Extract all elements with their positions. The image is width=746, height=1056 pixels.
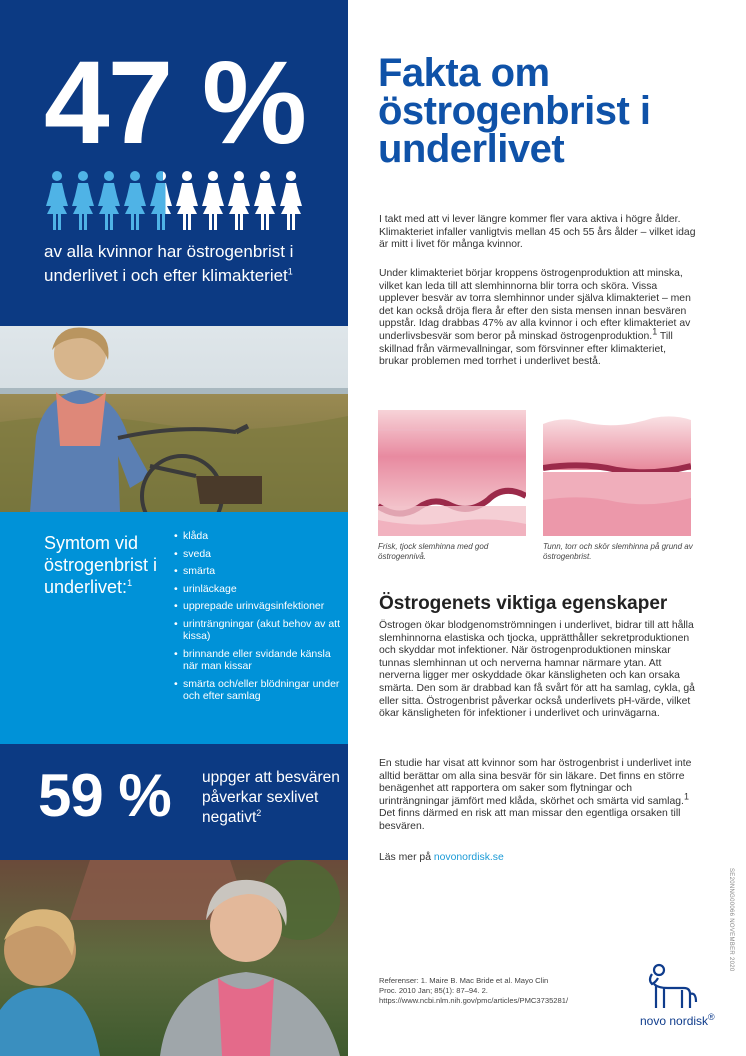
novonordisk-link[interactable]: novonordisk.se (433, 852, 504, 863)
symptoms-list (174, 530, 346, 708)
woman-figure-icon (202, 171, 224, 230)
right-column (348, 0, 746, 1056)
woman-figure-icon (98, 171, 120, 230)
symptoms-title: Symtom vid östrogenbrist i underlivet:$^1$ (44, 533, 158, 597)
stat-47-description: av alla kvinnor har östrogenbrist i underlivet i och efter klimakteriet$^1$ (44, 242, 294, 285)
woman-figure-icon (228, 171, 250, 230)
list-item: • sveda (174, 548, 346, 561)
women-icon-row (44, 170, 304, 232)
list-item: • smärta (174, 565, 346, 578)
stat-47-value: 47 % (44, 37, 305, 169)
symptoms-ref: 1 (127, 578, 133, 588)
woman-with-bicycle-photo (0, 326, 348, 512)
read-more: Läs mer på novonordisk.se (379, 852, 504, 863)
woman-figure-icon (254, 171, 276, 230)
intro-paragraph: I takt med att vi lever längre kommer fler vara aktiva i högre ålder. Klimakteriet infaller vanligtvis mellan 45 och 55 års ålder – vilket idag är mitt i livet för många kvinnor. (379, 214, 696, 251)
references: Referenser: 1. Maire B. Mac Bride et al. Mayo Clin Proc. 2010 Jan; 85(1): 87–94. 2. https://www.ncbi.nlm.nih.gov/pmc/articles/PMC3735281/ (379, 976, 569, 1005)
list-item: • klåda (174, 530, 346, 543)
estrogen-paragraph: Östrogen ökar blodgenomströmningen i underlivet, bidrar till att hålla slemhinnorna elastiska och tjocka, upprätthåller sekretproduktionen och skyddar mot infektioner. När östrogenproduktionen minskar tunnas slemhinnan ut och nerverna hamnar närmare ytan. Att nerverna ligger mer oskyddade ökar känsligheten och kan orsaka smärta. Den som är drabbad kan få svårt för att ha samlag, cykla, gå eller sitta. Östrogenbrist påverkar också underlivets pH-värde, vilket ökar känsligheten för infektioner i underlivet och urinvägarna. (379, 620, 695, 720)
stat-59-panel (0, 744, 348, 860)
list-item: • upprepade urinvägsinfektioner (174, 600, 346, 613)
list-item: • urinträngningar (akut behov av att kissa) (174, 618, 346, 643)
menopause-paragraph: Under klimakteriet börjar kroppens östrogenproduktion att minska, vilket kan leda till att slemhinnorna blir torra och sköra. Vissa upplever besvär av torra slemhinnor under själva klimakteriet – men det kan också dröja flera år efter den sista mensen innan besvären uppstår. Idag drabbas 47% av alla kvinnor i och efter klimakteriet av underlivsbesvär som beror på minskad östrogenproduktion.$^1$ Till skillnad från värmevallningar, som försvinner efter klimakteriet, brukar problemen med torrhet i underlivet bestå. (379, 268, 691, 368)
stat-47-ref: 1 (287, 266, 293, 277)
woman-figure-icon (280, 171, 302, 230)
list-item: • urinläckage (174, 583, 346, 596)
woman-figure-icon (176, 171, 198, 230)
left-column (0, 0, 348, 1056)
healthy-tissue-caption: Frisk, tjock slemhinna med god östrogennivå. (378, 542, 489, 561)
thin-tissue-caption: Tunn, torr och skör slemhinna på grund av östrogenbrist. (543, 542, 693, 561)
stat-59-description: uppger att besvären påverkar sexlivet negativt$^2$ (202, 769, 340, 826)
study-paragraph: En studie har visat att kvinnor som har östrogenbrist i underlivet inte alltid berättar om alla sina besvär för sin läkare. Det finns en större benägenhet att rapportera om saker som flytningar och urinträngningar jämfört med klåda, skörhet och smärta vid samlag.$^1$ Det finns därmed en risk att man missar den egentliga orsaken till besvären. (379, 758, 692, 832)
section-heading: Östrogenets viktiga egenskaper (379, 593, 668, 614)
woman-figure-icon (124, 171, 146, 230)
thin-tissue-illustration (543, 410, 691, 536)
novo-nordisk-logo (640, 962, 722, 1032)
page-title: Fakta om östrogenbrist i underlivet (378, 51, 651, 171)
list-item: • brinnande eller svidande känsla när man kissar (174, 648, 346, 673)
list-item: • smärta och/eller blödningar under och efter samlag (174, 678, 346, 703)
woman-figure-icon (72, 171, 94, 230)
two-women-photo (0, 860, 348, 1056)
woman-figure-icon (150, 171, 172, 230)
apis-bull-icon (640, 962, 722, 1014)
healthy-tissue-illustration (378, 410, 526, 536)
woman-figure-icon (46, 171, 68, 230)
stat-59-value: 59 % (38, 762, 171, 829)
logo-wordmark: novo nordisk® (640, 1012, 715, 1028)
stat-59-ref: 2 (256, 807, 262, 818)
document-code: SE20NNG00066 NOVEMBER 2020 (728, 868, 734, 972)
stat-47-panel (0, 0, 348, 326)
symptoms-panel (0, 512, 348, 744)
